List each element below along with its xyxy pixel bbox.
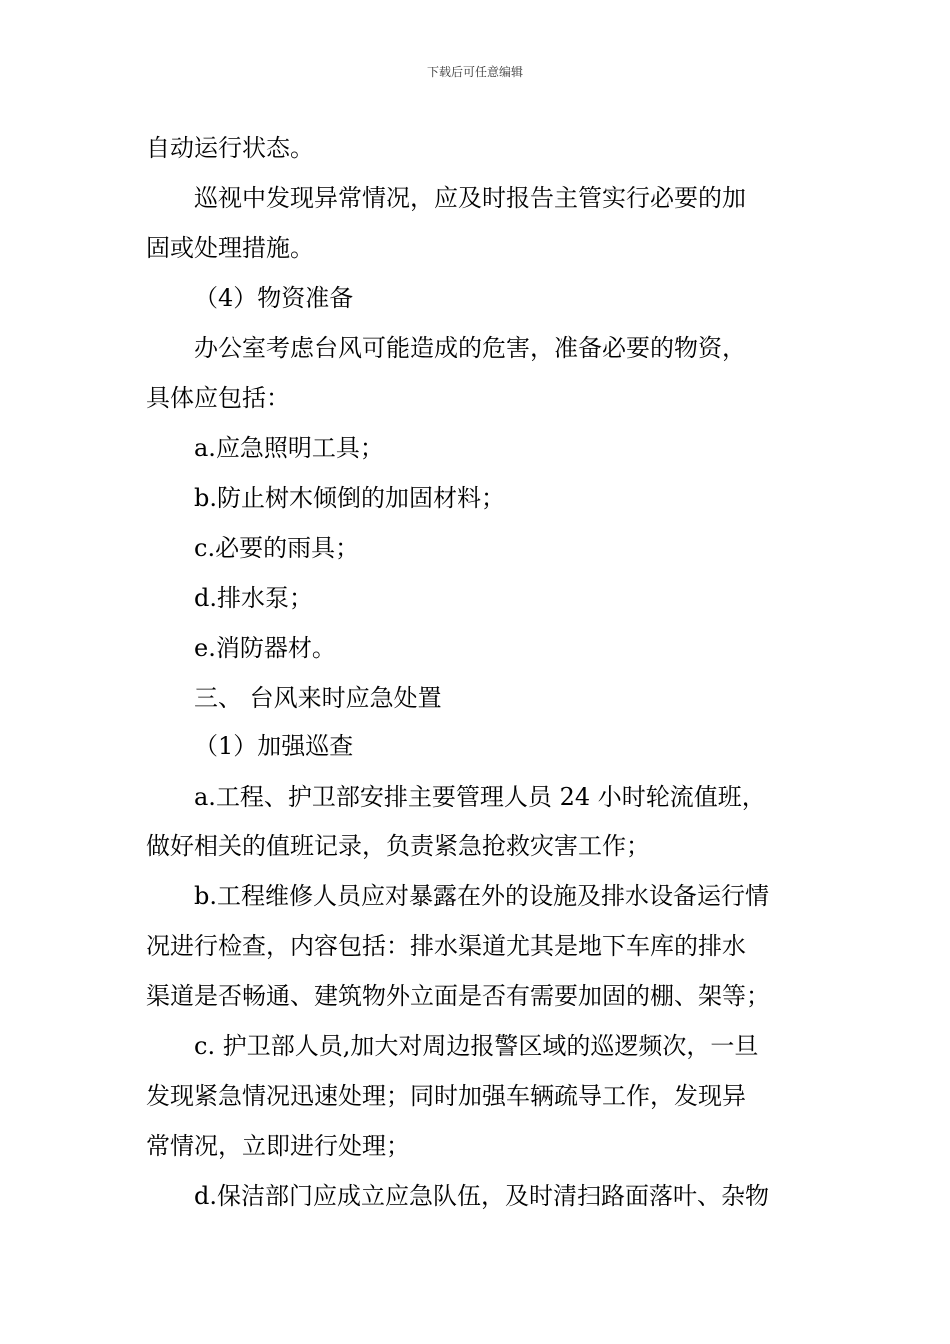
body-line: 发现紧急情况迅速处理；同时加强车辆疏导工作，发现异 xyxy=(146,1082,746,1110)
page-header: 下载后可任意编辑 xyxy=(426,65,523,79)
list-item: d.保洁部门应成立应急队伍，及时清扫路面落叶、杂物 xyxy=(194,1182,769,1210)
list-item: c.必要的雨具； xyxy=(194,534,360,562)
body-line: 具体应包括： xyxy=(146,384,290,412)
section-heading: （4）物资准备 xyxy=(194,284,354,312)
section-heading: 三、 台风来时应急处置 xyxy=(194,684,442,712)
section-heading: （1）加强巡查 xyxy=(194,732,354,760)
body-line: 渠道是否畅通、建筑物外立面是否有需要加固的棚、架等； xyxy=(146,982,770,1010)
list-item: d.排水泵； xyxy=(194,584,313,612)
list-item: e.消防器材。 xyxy=(194,634,336,662)
body-line: 巡视中发现异常情况，应及时报告主管实行必要的加 xyxy=(194,184,746,212)
list-item: b.工程维修人员应对暴露在外的设施及排水设备运行情 xyxy=(194,882,769,910)
body-line: 自动运行状态。 xyxy=(146,134,314,162)
list-item: a.工程、护卫部安排主要管理人员 24 小时轮流值班， xyxy=(194,783,766,811)
list-item: a.应急照明工具； xyxy=(194,434,384,462)
body-line: 况进行检查，内容包括：排水渠道尤其是地下车库的排水 xyxy=(146,932,746,960)
body-line: 办公室考虑台风可能造成的危害，准备必要的物资， xyxy=(194,334,746,362)
body-line: 常情况，立即进行处理； xyxy=(146,1132,410,1160)
body-line: 做好相关的值班记录，负责紧急抢救灾害工作； xyxy=(146,832,650,860)
body-line: 固或处理措施。 xyxy=(146,234,314,262)
list-item: b.防止树木倾倒的加固材料； xyxy=(194,484,505,512)
list-item: c. 护卫部人员,加大对周边报警区域的巡逻频次，一旦 xyxy=(194,1032,759,1060)
